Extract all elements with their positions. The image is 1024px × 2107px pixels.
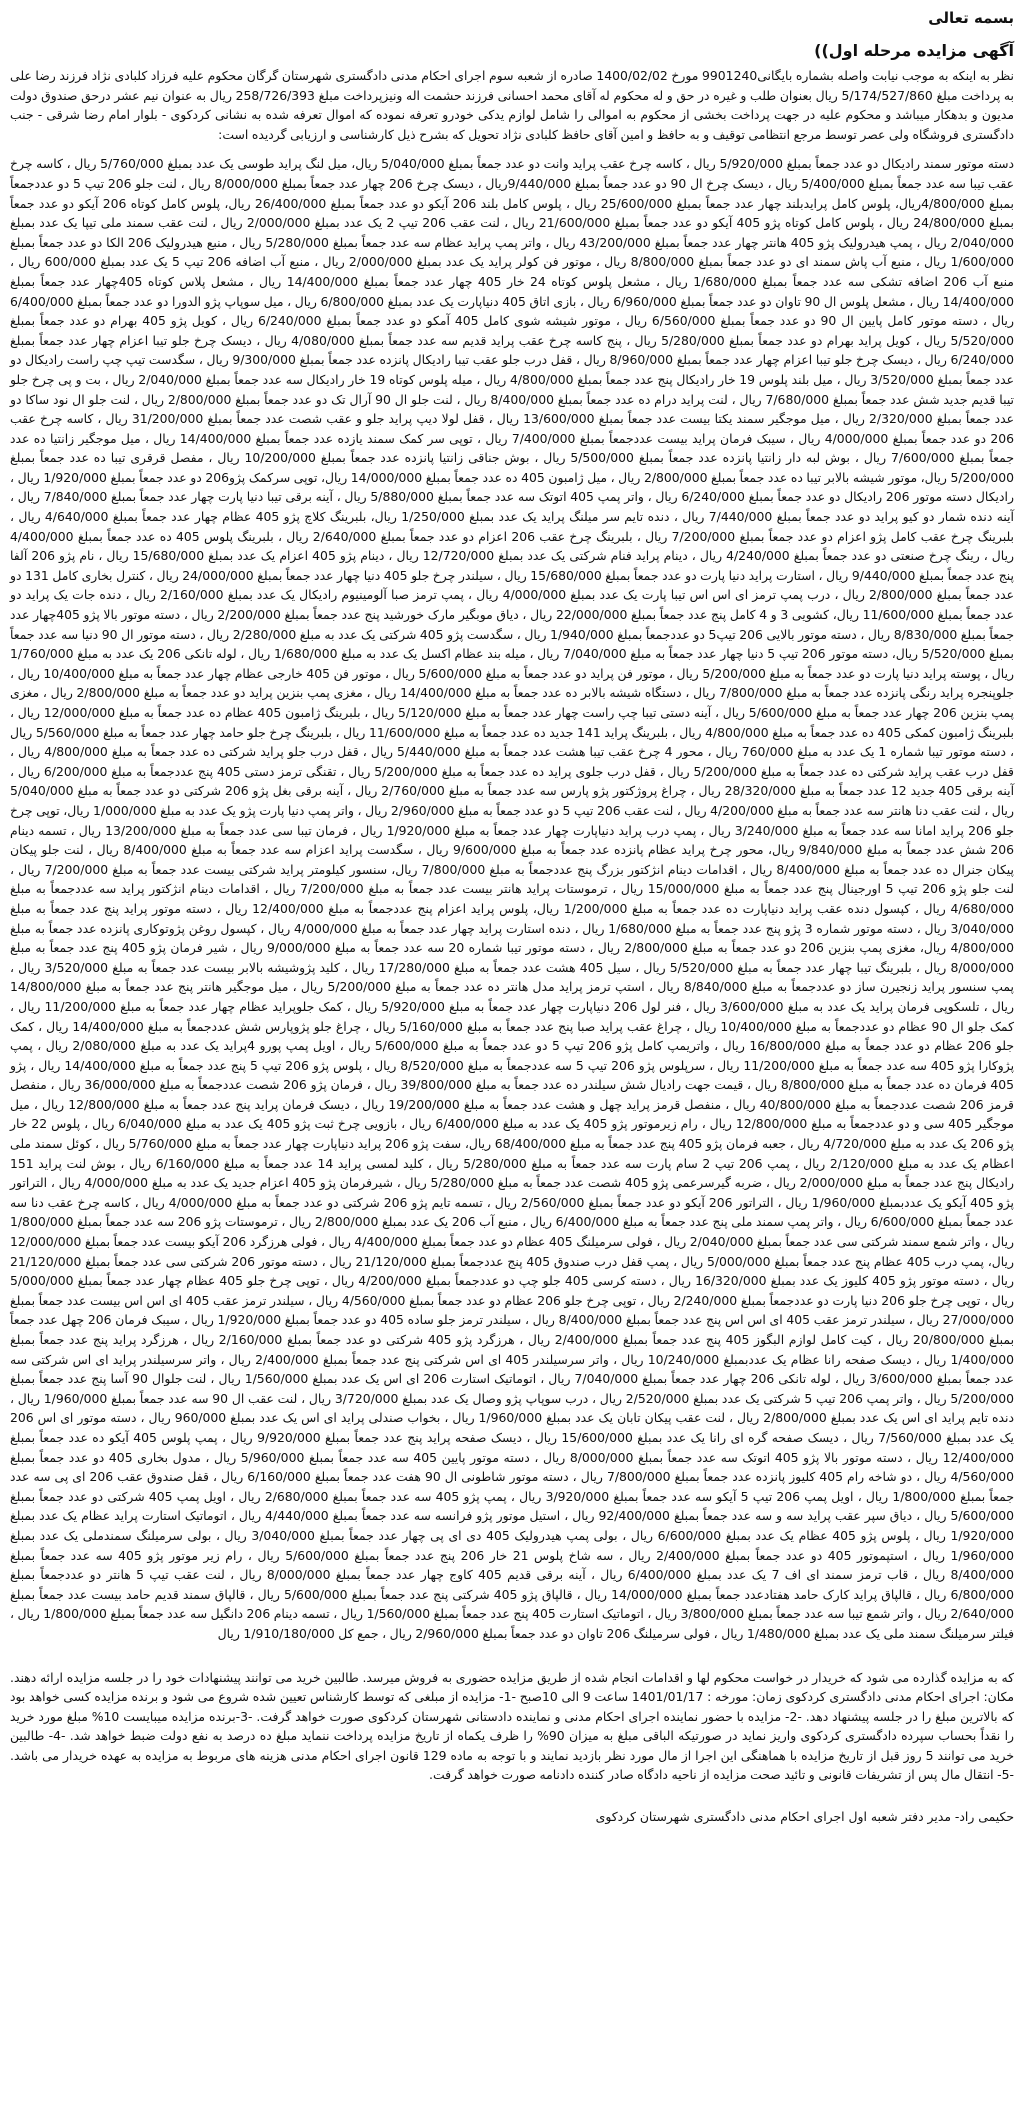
signature-line: حکیمی راد- مدیر دفتر شعبه اول اجرای احکام مدنی دادگستری شهرستان کردکوی xyxy=(595,1809,1014,1825)
items-list-paragraph: دسته موتور سمند رادیکال دو عدد جمعاً بمبلغ 5/920/000 ریال ، کاسه چرخ عقب پراید وانت دو عدد جمعاً بمبلغ 5/040/000 ریال، میل لنگ پراید طوسی یک عدد بمبلغ 5/760/000 ریال ، کاسه چرخ عقب تیبا سه عدد جمعاً بمبلغ 5/400/000 ریال ، دیسک چرخ ال 90 دو عدد جمعاً بمبلغ 9/440/000ریال ، دیسک چرخ 206 چهار عدد جمعاً بمبلغ 8/000/000 ریال ، لنت جلو 206 تیپ 5 دو عددجمعاً بمبلغ 4/800/000ریال، پلوس کامل پرایدبلند چهار عدد جمعاً بمبلغ 25/600/000 ریال ، پلوس کامل بلند 206 آیکو دو عدد جمعاً بمبلغ 26/400/000 ریال، پلوس کامل کوتاه 206 آیکو دو عدد جمعاً بمبلغ 24/800/000 ریال ، پلوس کامل کوتاه پژو 405 آیکو دو عدد جمعاً بمبلغ 21/600/000 ریال ، لنت عقب 206 تیپ 2 یک عدد بمبلغ 2/000/000 ریال ، لنت عقب سمند ملی تیپا یک عدد بمبلغ 2/040/000 ریال ، پمپ هیدرولیک پژو 405 هانتر چهار عدد جمعاً بمبلغ 43/200/000 ریال ، واتر پمپ پراید عظام سه عدد جمعاً بمبلغ 5/280/000 ریال ، منبع هیدرولیک 206 الکا دو عدد جمعاً بمبلغ 1/600/000 ریال ، منبع آب پاش سمند ای دو عدد جمعاً بمبلغ 8/800/000 ریال ، موتور فن کولر پراید یک عدد بمبلغ 2/000/000 ریال ، منبع آب اضافه 206 تیپ 5 یک عدد بمبلغ 600/000 ریال ، منبع آب 206 اضافه تشکی سه عدد جمعاً بمبلغ 1/680/000 ریال ، مشعل پلوس کوتاه 24 خار 405 چهار عدد جمعاً بمبلغ 14/400/000 ریال ، مشعل پلاس کوتاه 405چهار عدد جمعاً بمبلغ 14/400/000 ریال ، مشعل پلوس ال 90 تاوان دو عدد جمعاً بمبلغ 6/960/000 ریال ، بازی اتاق 405 دنیاپارت یک عدد بمبلغ 6/800/000 ریال ، میل سوپاپ پژو الدورا دو عدد جمعاً بمبلغ 6/400/000 ریال ، دسته موتور کامل پایین ال 90 دو عدد جمعاً بمبلغ 6/560/000 ریال ، موتور شیشه شوی کامل 405 آمکو دو عدد جمعاً بمبلغ 6/240/000 ریال ، کویل پژو 405 بهرام دو عدد جمعاً بمبلغ 5/520/000 ریال ، کویل پراید بهرام دو عدد جمعاً بمبلغ 5/280/000 ریال ، پنج کاسه چرخ عقب پراید قدیم سه عدد جمعاً بمبلغ 4/080/000 ریال ، دیسک چرخ جلو تیبا اعزام چهار عدد جمعاً بمبلغ 6/240/000 ریال ، دیسک چرخ جلو تیبا اعزام چهار عدد جمعاً بمبلغ 8/960/000 ریال ، قفل درب جلو عقب تیبا رادیکال پانزده عدد جمعاً بمبلغ 9/300/000 ریال ، سگدست تیپ چپ راست رادیکال دو عدد جمعاً بمبلغ 3/520/000 ریال ، میل بلند پلوس 19 خار رادیکال پنج عدد جمعاً بمبلغ 4/800/000 ریال ، میله پلوس کوتاه 19 خار رادیکال سه عدد جمعاً بمبلغ 2/040/000 ریال ، بت و پی چرخ جلو تیبا قدیم جدید شش عدد جمعاً بمبلغ 7/680/000 ریال ، لنت پراید درام ده عدد جمعاً بمبلغ 8/400/000 ریال ، لنت جلو ال 90 آرال تک دو عدد جمعاً بمبلغ 2/800/000 ریال ، لنت جلو ال نود ساکا دو عدد جمعاً بمبلغ 2/320/000 ریال ، میل موجگیر سمند یکتا بیست عدد جمعاً بمبلغ 13/600/000 ریال ، قفل لولا دیپ پراید جلو و عقب شصت عدد جمعاً بمبلغ 31/200/000 ریال ، کاسه چرخ عقب 206 دو عدد جمعاً بمبلغ 4/000/000 ریال ، سیبک فرمان پراید بیست عددجمعاً بمبلغ 7/400/000 ریال ، توپی سر کمک سمند یازده عدد جمعاً بمبلغ 14/400/000 ریال ، میل موجگیر زانتیا ده عدد جمعاً بمبلغ 7/600/000 ریال ، بوش لبه دار زانتیا پانزده عدد جمعاً بمبلغ 5/500/000 ریال ، بوش جناقی زانتیا پانزده عدد جمعاً بمبلغ 10/200/000 ریال ، مفصل قرقری تیبا ده عدد جمعاً بمبلغ 5/200/000 ریال، موتور شیشه بالابر تیبا ده عدد جمعاً بمبلغ 2/800/000 ریال ، میل ژامبون 405 ده عدد جمعاً بمبلغ 14/000/000 ریال، توپی سرکمک پژو206 دو عدد جمعاً بمبلغ 1/920/000 ریال ، رادیکال دسته موتور 206 رادیکال دو عدد جمعاً بمبلغ 6/240/000 ریال ، واتر پمپ 405 اتوتک سه عدد جمعاً بمبلغ 5/880/000 ریال ، آینه برقی تیبا دنیا پارت چهار عدد جمعاً بمبلغ 7/840/000 ریال ، آینه دنده شمار دو کیو پراید دو عدد جمعاً بمبلغ 7/440/000 ریال ، دنده تایم سر میلنگ پراید یک عدد بمبلغ 1/250/000 ریال، بلبرینگ کلاچ پژو 405 عظام چهار عدد جمعاً بمبلغ 4/640/000 ریال ، بلبرینگ چرخ عقب کامل پژو اعزام دو عدد جمعاً بمبلغ 7/200/000 ریال ، بلبرینگ چرخ عقب 206 اعزام دو عدد جمعاً بمبلغ 2/640/000 ریال ، بلبرینگ پلوس 405 ده عدد جمعاً بمبلغ 4/400/000 ریال ، رینگ چرخ صنعتی دو عدد جمعاً بمبلغ 4/240/000 ریال ، دینام پراید فنام شرکتی یک عدد بمبلغ 12/720/000 ریال ، دینام پژو 405 اعزام یک عدد بمبلغ 15/680/000 ریال ، نام پژو 206 آلفا پنج عدد جمعاً بمبلغ 9/440/000 ریال ، استارت پراید دنیا پارت دو عدد جمعاً بمبلغ 15/680/000 ریال ، سیلندر چرخ جلو 405 دنیا چهار عدد جمعاً بمبلغ 24/000/000 ریال ، کنترل بخاری کامل 131 دو عدد جمعاً بمبلغ 2/800/000 ریال ، درب پمپ ترمز ای اس اس تیبا پارت یک عدد بمبلغ 4/000/000 ریال ، پمپ ترمز صبا آلومینیوم رادیکال یک عدد بمبلغ 2/160/000 ریال ، دنده جات یک پراید دو عدد جمعاً بمبلغ 11/600/000 ریال، کشویی 3 و 4 کامل پنج عدد جمعاً بمبلغ 22/000/000 ریال ، دیاق موبگیر مارک خورشید پنج عدد جمعاً بمبلغ 2/200/000 ریال ، دسته موتور بالا پژو 405چهار عدد جمعاً بمبلغ 8/830/000 ریال ، دسته موتور بالایی 206 تیپ5 دو عددجمعاً بمبلغ 1/940/000 ریال ، سگدست پژو 405 شرکتی یک عدد به مبلغ 2/280/000 ریال ، دسته موتور ال 90 دنیا سه عدد جمعاً بمبلغ 5/520/000 ریال، دسته موتور 206 تیپ 5 دنیا چهار عدد جمعاً به مبلغ 7/040/000 ریال ، میله بند عظام اکسل یک عدد به مبلغ 1/680/000 ریال ، لوله تانکی 206 یک عدد به مبلغ 1/760/000 ریال ، پوسته پراید دنیا پارت دو عدد جمعاً به مبلغ 5/200/000 ریال ، موتور فن پراید دو عدد جمعاً به مبلغ 5/600/000 ریال ، موتور فن 405 خارجی عظام چهار عدد جمعاً به مبلغ 10/400/000 ریال ، جلوپنجره پراید رنگی پانزده عدد جمعاً به مبلغ 7/800/000 ریال ، دستگاه شیشه بالابر ده عدد جمعاً به مبلغ 14/400/000 ریال ، مغزی پمپ بنزین پراید دو عدد جمعاً به مبلغ 2/800/000 ریال ، مغزی پمپ بنزین 206 چهار عدد جمعاً به مبلغ 5/600/000 ریال ، آینه دستی تیبا چپ راست چهار عدد جمعاً به مبلغ 5/120/000 ریال ، بلبرینگ ژامبون 405 عظام ده عدد جمعاً به مبلغ 12/000/000 ریال ، بلبرینگ ژامبون کمکی 405 ده عدد جمعاً به مبلغ 4/800/000 ریال ، بلبرینگ پراید 141 جدید ده عدد جمعاً به مبلغ 11/600/000 ریال ، بلبرینگ چرخ جلو حامد چهار عدد جمعاً به مبلغ 5/560/000 ریال ، دسته موتور تیبا شماره 1 یک عدد به مبلغ 760/000 ریال ، محور 4 چرخ عقب تیبا هشت عدد جمعاً به مبلغ 5/440/000 ریال ، قفل درب جلو پراید شرکتی ده عدد جمعاً به مبلغ 4/800/000 ریال ، قفل درب عقب پراید شرکتی ده عدد جمعاً به مبلغ 5/200/000 ریال ، قفل درب جلوی پراید ده عدد جمعاً به مبلغ 5/200/000 ریال ، تقنگی ترمز دستی 405 پنج عددجمعاً به مبلغ 6/200/000 ریال ، آینه برقی 405 جدید 12 عدد جمعاً به مبلغ 28/320/000 ریال ، چراغ پروژکتور پژو پارس سه عدد جمعاً به مبلغ 2/760/000 ریال ، آینه برقی بغل پژو 206 شرکتی دو عدد جمعاً به مبلغ 5/040/000 ریال ، لنت عقب دنا هانتر سه عدد جمعاً به مبلغ 4/200/000 ریال ، لنت عقب 206 تیپ 5 دو عدد جمعاً به مبلغ 2/960/000 ریال ، واتر پمپ دنیا پارت پژو یک عدد به مبلغ 1/000/000 ریال، توپی چرخ جلو 206 پراید امانا سه عدد جمعاً به مبلغ 3/240/000 ریال ، پمپ درب پراید دنیاپارت چهار عدد جمعاً به مبلغ 1/920/000 ریال ، فرمان تیبا سی عدد جمعاً به مبلغ 13/200/000 ریال ، تسمه دینام 206 شش عدد جمعاً به مبلغ 9/840/000 ریال، محور چرخ پراید عظام پانزده عدد جمعاً به مبلغ 9/600/000 ریال ، سگدست پراید اعزام سه عدد جمعاً به مبلغ 8/400/000 ریال ، لنت جلو پیکان پیکان جنرال ده عدد جمعاً به مبلغ 8/400/000 ریال ، اقدامات دینام انژکتور بزرگ پنج عددجمعاً به مبلغ 7/800/000 ریال، سنسور کیلومتر پراید شرکتی بیست عدد جمعاً به مبلغ 7/200/000 ریال ، لنت جلو پژو 206 تیپ 5 اورجینال پنج عدد جمعاً به مبلغ 15/000/000 ریال ، ترموستات پراید هانتر بیست عدد جمعاً به مبلغ 7/200/000 ریال ، اقدامات دینام انژکتور پراید سه عددجمعاً به مبلغ 4/680/000 ریال ، کپسول دنده عقب پراید دنیاپارت ده عدد جمعاً به مبلغ 1/200/000 ریال، پلوس پراید اعزام پنج عددجمعاً به مبلغ 12/400/000 ریال ، دسته موتور پراید پنج عدد جمعاً به مبلغ 3/040/000 ریال ، دسته موتور شماره 3 پژو پنج عدد جمعاً به مبلغ 1/680/000 ریال ، دنده استارت پراید چهار عدد جمعاً به مبلغ 4/000/000 ریال ، کپسول روغن پژوتوکاری پانزده عدد جمعاً به مبلغ 4/800/000 ریال، مغزی پمپ بنزین 206 دو عدد جمعاً به مبلغ 2/800/000 ریال ، دسته موتور تیبا شماره 20 سه عدد جمعاً به مبلغ 9/000/000 ریال ، شیر فرمان پژو 405 پنج عدد جمعاً به مبلغ 8/000/000 ریال ، بلبرینگ تیبا چهار عدد جمعاً به مبلغ 5/520/000 ریال ، سیل 405 هشت عدد جمعاً به مبلغ 17/280/000 ریال ، کلید پژوشیشه بالابر بیست عدد جمعاً به مبلغ 3/520/000 ریال ، پمپ سنسور پراید زنجیرن ساز دو عددجمعاً به مبلغ 8/840/000 ریال ، استپ ترمز پراید مدل هانتر ده عدد جمعاً به مبلغ 5/200/000 ریال ، میل موجگیر هانتر پنج عدد جمعاً به مبلغ 14/800/000 ریال ، تلسکوپی فرمان پراید یک عدد به مبلغ 3/600/000 ریال ، فنر لول 206 دنیاپارت چهار عدد جمعاً به مبلغ 5/920/000 ریال ، کمک جلوپراید عظام چهار عدد جمعاً به مبلغ 11/200/000 ریال ، کمک جلو ال 90 عظام دو عددجمعاً به مبلغ 10/400/000 ریال ، چراغ عقب پراید صبا پنج عدد جمعاً به مبلغ 5/160/000 ریال ، چراغ جلو پژوپارس شش عددجمعاً به مبلغ 14/400/000 ریال ، کمک جلو 206 عظام دو عدد جمعاً به مبلغ 16/800/000 ریال ، واتریمپ کامل پژو 206 تیپ 5 دو عدد جمعاً به مبلغ 5/600/000 ریال ، اویل پمپ پورو 4پراید یک عدد به مبلغ 2/080/000 ریال ، پمپ پژوکارا پژو 405 سه عدد جمعاً به مبلغ 11/200/000 ریال ، سرپلوس پژو 206 تیپ 5 سه عددجمعاً به مبلغ 8/520/000 ریال ، پلوس پژو 206 تیپ 5 پنج عدد جمعاً به مبلغ 14/400/000 ریال ، پژو 405 فرمان ده عدد جمعاً به مبلغ 8/800/000 ریال ، قیمت جهت رادیال شش سیلندر ده عدد جمعاً به مبلغ 39/800/000 ریال ، فرمان پژو 206 شصت عددجمعاً به مبلغ 36/000/000 ریال ، منفصل قرمز 206 شصت عددجمعاً به مبلغ 40/800/000 ریال ، منفصل قرمز پراید چهل و هشت عدد جمعاً به مبلغ 19/200/000 ریال ، دیسک فرمان پراید پنج عدد جمعاً به مبلغ 12/800/000 ریال ، میل موجگیر 405 سی و دو عددجمعاً به مبلغ 12/800/000 ریال ، رام زیرموتور پژو 405 یک عدد به مبلغ 6/400/000 ریال ، بازویی چرخ ثبت پژو 405 یک عدد به مبلغ 6/040/000 ریال ، پلوس 22 خار پژو 206 یک عدد به مبلغ 4/720/000 ریال ، جعبه فرمان پژو 405 پنج عدد جمعاً به مبلغ 68/400/000 ریال، سفت پژو 206 پراید دنیاپارت چهار عدد جمعاً به مبلغ 5/760/000 ریال ، کوئل سمند ملی اعظام یک عدد به مبلغ 2/120/000 ریال ، پمپ 206 تیپ 2 سام پارت سه عدد جمعاً به مبلغ 5/280/000 ریال ، کلید لمسی پراید 14 عدد جمعاً به مبلغ 6/160/000 ریال ، بوش لنت پراید 151 رادیکال پنج عدد جمعاً به مبلغ 2/000/000 ریال ، ضربه گیرسرعمی پژو 405 شصت عدد جمعاً به مبلغ 5/280/000 ریال ، شیرفرمان پژو 405 اعزام جدید یک عدد به مبلغ 4/000/000 ریال ، التراتور پژو 405 آیکو یک عددبمبلغ 1/960/000 ریال ، التراتور 206 آیکو دو عدد جمعاً بمبلغ 2/560/000 ریال ، تسمه تایم پژو 206 شرکتی دو عدد جمعاً به مبلغ 4/000/000 ریال ، کاسه چرخ عقب دنا سه عدد جمعاً بمبلغ 6/600/000 ریال ، واتر پمپ سمند ملی پنج عدد جمعاً به مبلغ 6/400/000 ریال ، منبع آب 206 یک عدد بمبلغ 2/800/000 ریال ، ترموستات پژو 206 سه عدد جمعاً بمبلغ 1/800/000 ریال ، واتر شمع سمند شرکتی سی عدد جمعاً بمبلغ 2/040/000 ریال ، فولی سرمیلنگ 405 عظام دو عدد جمعاً بمبلغ 4/400/000 ریال ، فولی هرزگرد 206 آیکو بیست عدد جمعاً بمبلغ 12/000/000 ریال، پمپ درب 405 عظام پنج عدد جمعاً بمبلغ 5/000/000 ریال ، پمپ قفل درب صندوق 405 پنج عددجمعاً بمبلغ 21/120/000 ریال ، دسته موتور 206 شرکتی سی عدد جمعاً بمبلغ 21/120/000 ریال ، دسته موتور پژو 405 کلیوز یک عدد بمبلغ 16/320/000 ریال ، دسته کرسی 405 جلو چپ دو عددجمعاً بمبلغ 4/200/000 ریال ، توپی چرخ جلو 405 عظام چهار عدد جمعاً بمبلغ 5/000/000 ریال ، توپی چرخ جلو 206 دنیا پارت دو عددجمعاً بمبلغ 2/240/000 ریال ، توپی چرخ جلو 206 عظام دو عدد جمعاً بمبلغ 4/560/000 ریال ، سیلندر ترمز عقب 405 ای اس اس بیست عدد جمعاً بمبلغ 27/000/000 ریال ، سیلندر ترمز عقب 405 ای اس اس پنج عدد جمعاً بمبلغ 8/400/000 ریال ، سیلندر ترمز جلو ساده 405 دو عدد جمعاً بمبلغ 1/920/000 ریال ، سیبک فرمان 206 چهل عدد جمعاً بمبلغ 20/800/000 ریال ، کیت کامل لوازم البگوز 405 پنج عدد جمعاً بمبلغ 2/400/000 ریال ، هرزگرد پژو 405 شرکتی دو عدد جمعاً بمبلغ 2/160/000 ریال ، هرزگرد پراید پنج عدد جمعاً بمبلغ 1/400/000 ریال ، دیسک صفحه رانا عظام یک عددبمبلغ 10/240/000 ریال ، واتر سرسیلندر 405 ای اس شرکتی پنج عدد جمعاً بمبلغ 2/400/000 ریال ، واتر سرسیلندر پراید ای اس شرکتی سه عدد جمعاً بمبلغ 3/600/000 ریال ، لوله تانکی 206 چهار عدد جمعاً بمبلغ 7/040/000 ریال ، اتوماتیک استارت 206 ای اس یک عدد بمبلغ 1/560/000 ریال ، لنت جلوال 90 آسا پنج عدد جمعاً بمبلغ 5/200/000 ریال ، واتر پمپ 206 تیپ 5 شرکتی یک عدد بمبلغ 2/520/000 ریال ، درب سوپاپ پژو وصال یک عدد بمبلغ 3/720/000 ریال ، لنت عقب ال 90 سه عدد جمعاً بمبلغ 1/960/000 ریال ، دنده تایم پراید ای اس یک عدد بمبلغ 2/800/000 ریال ، لنت عقب پیکان تابان یک عدد بمبلغ 1/960/000 ریال ، بخواب صندلی پراید ای اس یک عدد بمبلغ 960/000 ریال ، دسته موتور ای اس 206 یک عدد بمبلغ 7/560/000 ریال ، دیسک صفحه گره ای رانا یک عدد بمبلغ 15/600/000 ریال ، دیسک صفحه پراید پنج عدد جمعاً بمبلغ 9/920/000 ریال ، پمپ پلوس 405 آیکو ده عدد جمعاً بمبلغ 12/400/000 ریال ، دسته موتور بالا پژو 405 اتوتک سه عدد جمعاً بمبلغ 8/000/000 ریال ، دسته موتور پایین 405 سه عدد جمعاً بمبلغ 5/960/000 ریال ، مدول بخاری 405 دو عدد جمعاً بمبلغ 4/560/000 ریال ، دو شاخه رام 405 کلیوز پانزده عدد جمعاً بمبلغ 7/800/000 ریال ، دسته موتور شاطونی ال 90 هفت عدد جمعاً بمبلغ 6/160/000 ریال ، قفل صندوق عقب 206 ای پی سه عدد جمعاً بمبلغ 1/800/000 ریال ، اویل پمپ 206 تیپ 5 آیکو سه عدد جمعاً بمبلغ 3/920/000 ریال ، پمپ پژو 405 سه عدد جمعاً بمبلغ 2/680/000 ریال ، اویل پمپ 405 شرکتی دو عدد جمعاً بمبلغ 5/600/000 ریال ، دیاق سپر عقب پراید سه و سه عدد جمعاً بمبلغ 92/400/000 ریال ، استیل موتور پژو فرانسه سه عدد جمعاً بمبلغ 4/440/000 ریال ، اتوماتیک استارت پراید عظام یک عدد بمبلغ 1/920/000 ریال ، پلوس پژو 405 عظام یک عدد بمبلغ 6/600/000 ریال ، بولی پمپ هیدرولیک 405 دی ای پی چهار عدد جمعاً بمبلغ 3/040/000 ریال ، بولی سرمیلنگ سمندملی یک عدد بمبلغ 1/960/000 ریال ، استپموتور 405 دو عدد جمعاً بمبلغ 2/400/000 ریال ، سه شاخ پلوس 21 خار 206 پنج عدد جمعاً بمبلغ 5/600/000 ریال ، رام زیر موتور پژو 405 سه عدد جمعاً بمبلغ 8/400/000 ریال ، قاب ترمز سمند ای اف 7 یک عدد بمبلغ 6/400/000 ریال ، آینه برقی قدیم 405 کاوج چهار عدد جمعاً بمبلغ 8/000/000 ریال ، لنت عقب تیپ 5 هانتر دو عددجمعاً بمبلغ 6/800/000 ریال ، قالپاق پراید کارک حامد هفتادعدد جمعاً بمبلغ 14/000/000 ریال ، قالپاق پژو 405 شرکتی پنج عدد جمعاً بمبلغ 5/600/000 ریال ، قالپاق سمند قدیم حامد بیست عدد جمعاً بمبلغ 2/640/000 ریال ، واتر شمع تیبا سه عدد جمعاً بمبلغ 3/800/000 ریال ، اتوماتیک استارت 405 پنج عدد جمعاً بمبلغ 1/560/000 ریال ، تسمه دینام 206 دانگیل سه عدد جمعاً بمبلغ 1/800/000 ریال ، فیلتر سرمیلنگ سمند ملی یک عدد بمبلغ 1/480/000 ریال ، فولی سرمیلنگ 206 تاوان دو عدد جمعاً بمبلغ 2/960/000 ریال ، جمع کل 1/910/180/000 ریال xyxy=(10,156,1015,1641)
basmala-heading: بسمه تعالی xyxy=(928,9,1014,27)
auction-terms-paragraph: که به مزایده گذارده می شود که خریدار در خواست محکوم لها و اقدامات انجام شده از طریق مزایده حضوری به فروش میرسد. طالبین خرید می توانند پیشنهادات خود را در جلسه مزایده ارائه دهند. مکان: اجرای احکام مدنی دادگستری کردکوی زمان: مورخه : 1401/01/17 ساعت 9 الی 10صبح -1- مزایده از مبلغی که توسط کارشناس تعیین شده شروع می شود و برنده مزایده کسی خواهد بود که بالاترین مبلغ را در جلسه پیشنهاد دهد. -2- مزایده با حضور نماینده اجرای احکام مدنی و نماینده دادستانی شهرستان کردکوی صورت خواهد گرفت. -3-برنده مزایده میبایست 10% مبلغ مورد خرید را نقداً بحساب سپرده دادگستری کردکوی واریز نماید در صورتیکه الباقی مبلغ به میزان 90% را ظرف یکماه از تاریخ مزایده پرداخت ننماید مبلغ ده درصد به نفع دولت ضبط خواهد شد. -4- طالبین خرید می توانند 5 روز قبل از تاریخ مزایده با هماهنگی این اجرا از مال مورد نظر بازدید نمایند و با توجه به ماده 129 قانون اجرای احکام مدنی هزینه های مربوط به مزایده به عهده خریدار می باشد. -5- انتقال مال پس از تشریفات قانونی و تائید صحت مزایده از ناحیه دادگاه صادر کننده دادنامه صورت خواهد گرفت. xyxy=(10,1669,1015,1783)
notice-title: آگهی مزایده مرحله اول)) xyxy=(814,41,1014,60)
notice-intro-paragraph: نظر به اینکه به موجب نیابت واصله بشماره بایگانی9901240 مورخ 1400/02/02 صادره از شعبه سوم اجرای احکام مدنی دادگستری شهرستان گرگان محکوم علیه فرزاد کلبادی نژاد فرزند رضا علی به پرداخت مبلغ 5/174/527/860 ریال بعنوان طلب و غیره در حق و له محکوم له آقای محمد احسانی فرزند حشمت اله ونیزپرداخت مبلغ 258/726/393 ریال به عنوان نیم عشر درحق صندوق دولت مدیون و بدهکار میباشد و محکوم علیه در جهت پرداخت بخشی از محکوم به اموالی را شامل لوازم یدکی خودرو تعرفه نموده که اموال تعرفه شده به نشانی کردکوی - بلوار امام رضا شرقی - جنب دادگستری فروشگاه ولی عصر توسط مرجع انتظامی توقیف و به حافظ و امین آقای حافظ کلبادی نژاد تحویل که بشرح ذیل کارشناسی و ارزیابی گردیده است: xyxy=(10,68,1015,142)
